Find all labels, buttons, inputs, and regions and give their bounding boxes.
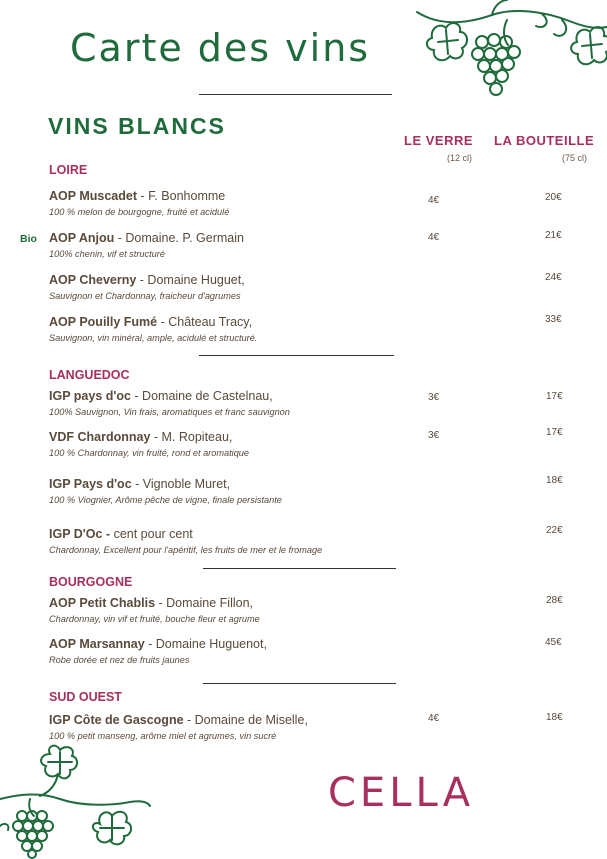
region-heading: LOIRE: [49, 163, 88, 177]
wine-item: AOP Cheverny - Domaine Huguet, Sauvignon et Chardonnay, fraicheur d'agrumes: [49, 273, 245, 301]
wine-item: IGP pays d'oc - Domaine de Castelnau, 100% Sauvignon, Vin frais, aromatiques et franc sauvignon: [49, 389, 290, 417]
wine-item: AOP Pouilly Fumé - Château Tracy, Sauvignon, vin minéral, ample, acidulé et structuré.: [49, 315, 258, 343]
bottle-price: 20€: [545, 192, 562, 203]
bottle-price: 28€: [546, 595, 563, 606]
glass-column-header: LE VERRE: [404, 133, 474, 148]
region-heading: LANGUEDOC: [49, 368, 130, 382]
bottle-price: 18€: [546, 712, 563, 723]
region-divider: [203, 683, 396, 684]
region-heading: SUD OUEST: [49, 690, 122, 704]
bottle-column-header: LA BOUTEILLE: [494, 133, 595, 148]
bottle-price: 17€: [546, 391, 563, 402]
region-divider: [203, 568, 396, 569]
grape-vine-icon: [0, 744, 160, 859]
grape-vine-icon: [412, 0, 607, 115]
wine-item: AOP Petit Chablis - Domaine Fillon, Chardonnay, vin vif et fruité, bouche fleur et agrume: [49, 596, 260, 624]
region-divider: [199, 355, 394, 356]
wine-item: AOP Muscadet - F. Bonhomme 100 % melon de bourgogne, fruité et acidulé: [49, 189, 230, 217]
bio-badge: Bio: [20, 233, 37, 245]
wine-item: IGP Pays d'oc - Vignoble Muret, 100 % Viognier, Arôme pêche de vigne, finale persistante: [49, 477, 282, 505]
glass-price: 3€: [428, 392, 440, 403]
brand-logo-text: CELLA: [328, 770, 475, 816]
wine-item: IGP D'Oc - cent pour cent Chardonnay, Excellent pour l'apéritif, les fruits de mer et le fromage: [49, 527, 323, 555]
bottle-price: 45€: [545, 637, 562, 648]
bottle-price: 18€: [546, 475, 563, 486]
wine-item: VDF Chardonnay - M. Ropiteau, 100 % Chardonnay, vin fruité, rond et aromatique: [49, 430, 250, 458]
wine-item: AOP Marsannay - Domaine Huguenot, Robe dorée et nez de fruits jaunes: [49, 637, 267, 665]
region-heading: BOURGOGNE: [49, 575, 133, 589]
bottle-price: 33€: [545, 314, 562, 325]
bottle-price: 21€: [545, 230, 562, 241]
section-title: VINS BLANCS: [48, 113, 226, 139]
glass-price: 3€: [428, 430, 440, 441]
wine-item: AOP Anjou - Domaine. P. Germain 100% chenin, vif et structuré: [49, 231, 244, 259]
bottle-price: 24€: [545, 272, 562, 283]
glass-price: 4€: [428, 713, 440, 724]
wine-item: IGP Côte de Gascogne - Domaine de Miselle, 100 % petit manseng, arôme miel et agrumes, vin sucré: [49, 713, 308, 741]
bottle-price: 17€: [546, 427, 563, 438]
glass-column-size: (12 cl): [447, 153, 473, 163]
bottle-price: 22€: [546, 525, 563, 536]
page-title: Carte des vins: [70, 26, 371, 70]
glass-price: 4€: [428, 232, 440, 243]
glass-price: 4€: [428, 195, 440, 206]
bottle-column-size: (75 cl): [562, 153, 588, 163]
title-divider: [199, 94, 392, 95]
